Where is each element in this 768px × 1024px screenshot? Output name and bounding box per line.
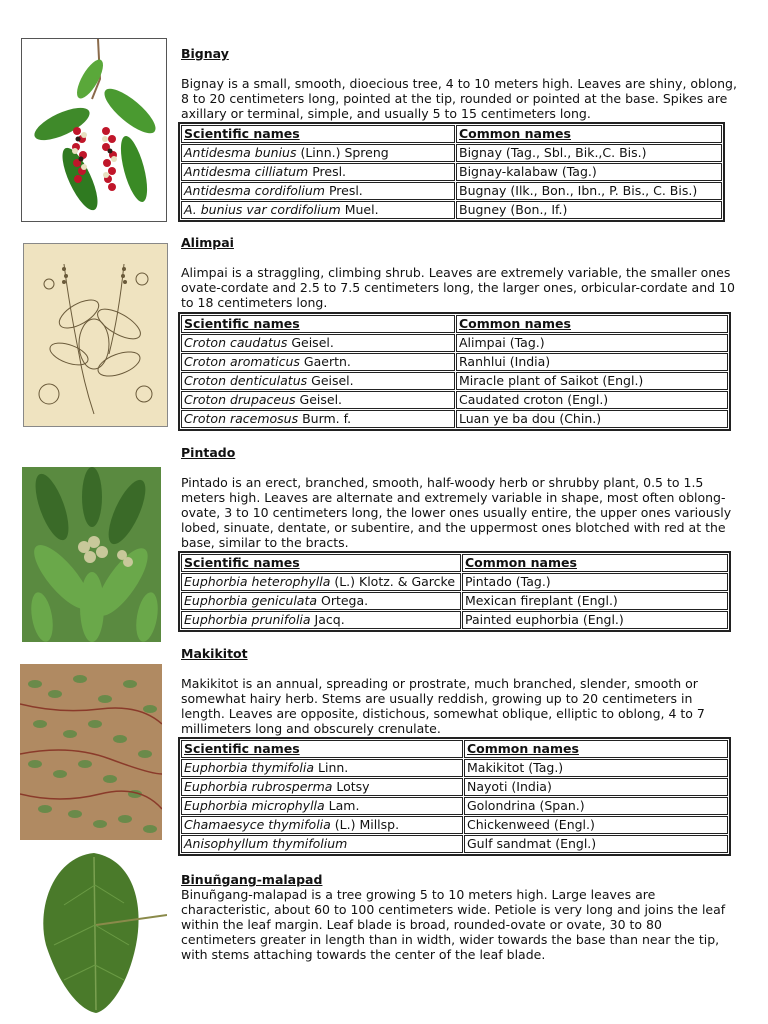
header-common: Common names — [464, 740, 728, 758]
names-table — [178, 312, 731, 431]
table-row: Euphorbia microphylla Lam. Golondrina (Span.) — [181, 797, 728, 815]
names-table — [178, 737, 731, 856]
table-row: Croton caudatus Geisel. Alimpai (Tag.) — [181, 334, 728, 352]
plant-title: Binuñgang-malapad — [181, 872, 323, 887]
table-row: Euphorbia thymifolia Linn. Makikitot (Tag.) — [181, 759, 728, 777]
table-row: Anisophyllum thymifolium Gulf sandmat (Engl.) — [181, 835, 728, 853]
header-scientific: Scientific names — [181, 740, 463, 758]
plant-title: Bignay — [181, 46, 229, 61]
table-row: Euphorbia rubrosperma Lotsy Nayoti (India) — [181, 778, 728, 796]
plant-title: Makikitot — [181, 646, 248, 661]
plant-title: Alimpai — [181, 235, 234, 250]
names-table — [178, 122, 725, 222]
header-scientific: Scientific names — [181, 125, 455, 143]
table-row: Croton denticulatus Geisel. Miracle plant of Saikot (Engl.) — [181, 372, 728, 390]
table-row: Croton racemosus Burm. f. Luan ye ba dou (Chin.) — [181, 410, 728, 428]
table-row: Croton drupaceus Geisel. Caudated croton (Engl.) — [181, 391, 728, 409]
pintado-photo — [22, 467, 161, 642]
table-row: A. bunius var cordifolium Muel. Bugney (Bon., If.) — [181, 201, 722, 219]
makikitot-photo — [20, 664, 162, 840]
table-row: Euphorbia geniculata Ortega. Mexican fireplant (Engl.) — [181, 592, 728, 610]
table-row: Antidesma cordifolium Presl. Bugnay (Ilk., Bon., Ibn., P. Bis., C. Bis.) — [181, 182, 722, 200]
table-row: Antidesma bunius (Linn.) Spreng Bignay (Tag., Sbl., Bik.,C. Bis.) — [181, 144, 722, 162]
header-scientific: Scientific names — [181, 554, 461, 572]
binungang-leaf-photo — [24, 845, 167, 1017]
plant-description: Binuñgang-malapad is a tree growing 5 to 10 meters high. Large leaves are characteristic, about 60 to 100 centimeters wide. Petiole is very long and joins the leaf within the leaf margin. Leaf blade is broad, rounded-ovate or ovate, 30 to 80 centimeters greater in length than in width, wider towards the base than near the tip, with stems attaching towards the center of the leaf blade. — [181, 887, 726, 962]
header-common: Common names — [462, 554, 728, 572]
table-row: Chamaesyce thymifolia (L.) Millsp. Chickenweed (Engl.) — [181, 816, 728, 834]
header-common: Common names — [456, 125, 722, 143]
plant-description: Bignay is a small, smooth, dioecious tree, 4 to 10 meters high. Leaves are shiny, oblong, 8 to 20 centimeters long, pointed at the tip, rounded or pointed at the base. Spikes are axillary or terminal, simple, and usually 5 to 15 centimeters long. — [181, 76, 737, 121]
bignay-section — [181, 46, 738, 121]
binungang-section — [181, 872, 738, 962]
alimpai-illustration — [23, 243, 168, 427]
plant-title: Pintado — [181, 445, 236, 460]
names-table — [178, 551, 731, 632]
plant-description: Makikitot is an annual, spreading or prostrate, much branched, slender, smooth or somewhat hairy herb. Stems are usually reddish, growing up to 20 centimeters in length. Leaves are opposite, distichous, somewhat oblique, elliptic to oblong, 4 to 7 millimeters long and obscurely crenulate. — [181, 676, 705, 736]
plant-description: Alimpai is a straggling, climbing shrub. Leaves are extremely variable, the smaller ones ovate-cordate and 2.5 to 7.5 centimeters long, the larger ones, orbicular-cordate and 10 to 18 centimeters long. — [181, 265, 735, 310]
header-common: Common names — [456, 315, 728, 333]
table-row: Euphorbia heterophylla (L.) Klotz. & Garcke Pintado (Tag.) — [181, 573, 728, 591]
header-scientific: Scientific names — [181, 315, 455, 333]
pintado-section — [181, 445, 738, 550]
table-row: Antidesma cilliatum Presl. Bignay-kalabaw (Tag.) — [181, 163, 722, 181]
bignay-photo — [21, 38, 167, 222]
plant-description: Pintado is an erect, branched, smooth, half-woody herb or shrubby plant, 0.5 to 1.5 meters high. Leaves are alternate and extremely variable in shape, most often oblong-ovate, 3 to 10 centimeters long, the lower ones usually entire, the upper ones variously lobed, sinuate, dentate, or subentire, and the uppermost ones blotched with red at the base, similar to the bracts. — [181, 475, 732, 550]
alimpai-section — [181, 235, 738, 310]
table-row: Euphorbia prunifolia Jacq. Painted euphorbia (Engl.) — [181, 611, 728, 629]
makikitot-section — [181, 646, 738, 736]
table-row: Croton aromaticus Gaertn. Ranhlui (India) — [181, 353, 728, 371]
